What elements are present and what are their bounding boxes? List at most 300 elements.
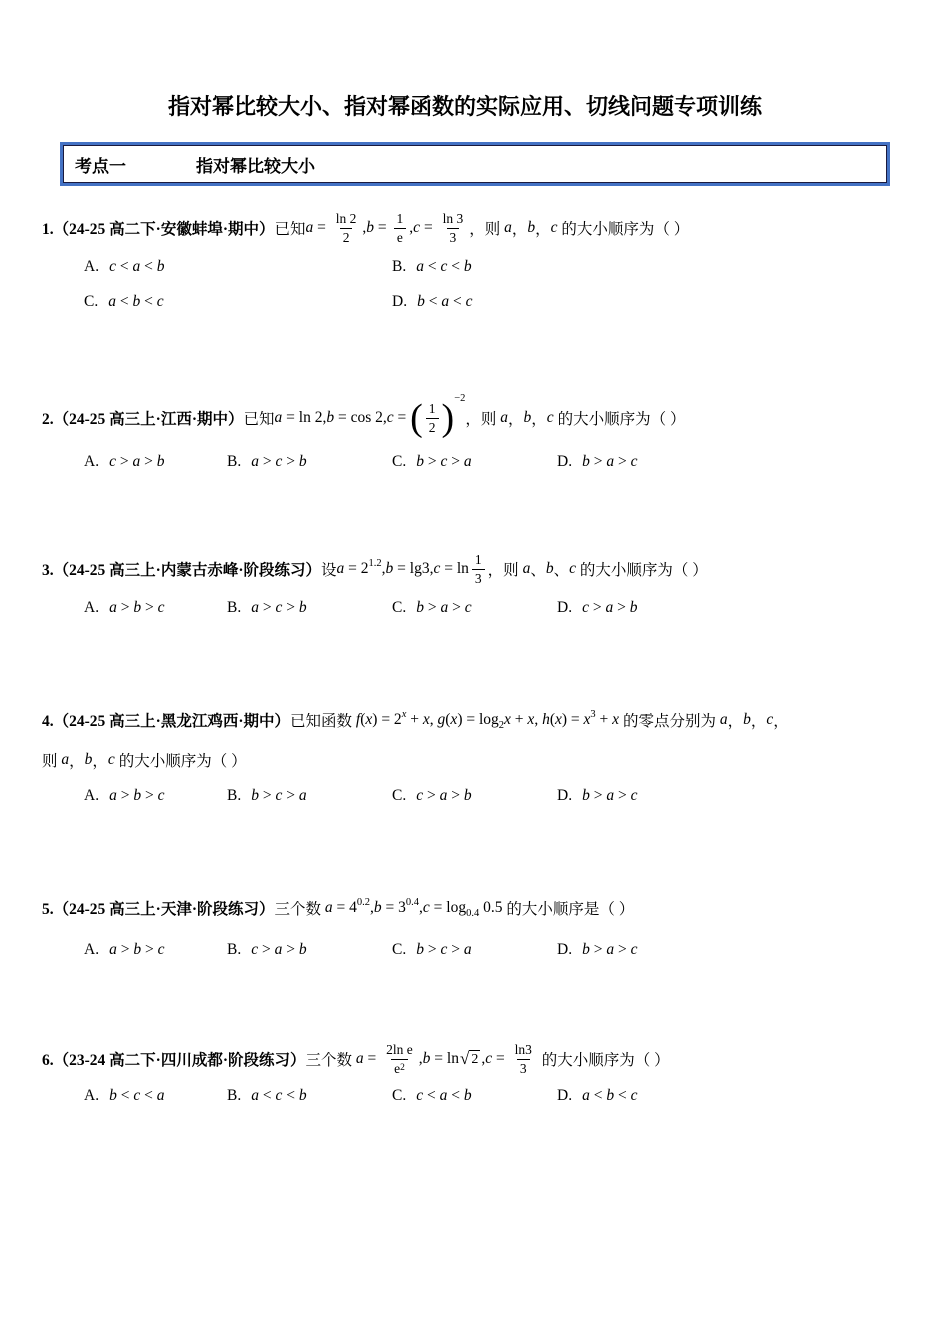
math-var: c	[485, 1050, 493, 1068]
question-stem-line2	[42, 749, 890, 771]
options-row	[84, 256, 890, 278]
math-op: >	[282, 941, 299, 959]
option-label: D.	[557, 599, 573, 617]
math-var: b	[373, 899, 382, 917]
question-stem	[42, 392, 890, 440]
math-var: x	[450, 711, 458, 729]
fraction	[394, 210, 407, 246]
math-op: <	[116, 1087, 134, 1105]
math-var: b	[582, 453, 590, 471]
text-run: (	[549, 711, 555, 729]
math-op: <	[115, 258, 133, 276]
math-var: a	[132, 258, 141, 276]
text-run: 2	[400, 1062, 405, 1073]
math-var: b	[133, 599, 142, 617]
text-run: ，	[531, 411, 547, 429]
math-var: b	[582, 787, 590, 805]
math-var: a	[305, 219, 314, 237]
option-math	[416, 597, 471, 619]
math-op: >	[447, 787, 464, 805]
option-math	[582, 1085, 637, 1107]
math-op: >	[447, 941, 464, 959]
math-var: b	[606, 1087, 615, 1105]
math-op: >	[613, 599, 630, 617]
text-run: = ln	[440, 560, 469, 578]
page-title: 指对幂比较大小、指对幂函数的实际应用、切线问题专项训练	[167, 94, 762, 119]
option-B	[227, 1085, 392, 1107]
text-run: = cos 2,	[334, 409, 387, 427]
math-op: >	[116, 787, 134, 805]
math-op: >	[423, 787, 440, 805]
math-op: <	[447, 1087, 464, 1105]
text-run: ，则	[487, 562, 523, 580]
option-label: C.	[392, 599, 407, 617]
math-var: x	[612, 711, 620, 729]
math-op: >	[141, 941, 158, 959]
math-op: >	[282, 453, 299, 471]
text-run: 2	[498, 719, 505, 731]
option-math	[582, 451, 637, 473]
math-var: a	[439, 787, 448, 805]
question-stem	[42, 709, 890, 731]
math-var: b	[298, 599, 307, 617]
math-op: >	[588, 599, 606, 617]
math-var: b	[132, 293, 141, 311]
paren-group	[410, 397, 455, 440]
math-var: a	[463, 941, 472, 959]
text-run: ,	[429, 711, 438, 729]
text-run: +	[406, 711, 423, 729]
question-2	[42, 392, 890, 473]
math-var: c	[157, 787, 165, 805]
option-label: C.	[392, 1087, 407, 1105]
text-run: 已知函数	[290, 713, 356, 731]
math-var: b	[298, 453, 307, 471]
option-C	[392, 939, 557, 961]
superscript	[402, 709, 407, 720]
option-label: B.	[227, 599, 242, 617]
math-var: c	[109, 258, 116, 276]
math-var: b	[416, 941, 424, 959]
math-var: c	[440, 941, 448, 959]
math-op: >	[116, 941, 134, 959]
option-B	[227, 785, 392, 807]
math-var: c	[386, 409, 394, 427]
math-var: b	[251, 787, 259, 805]
math-var: c	[275, 787, 283, 805]
math-op: >	[447, 453, 464, 471]
text-run: (	[360, 711, 366, 729]
math-op: >	[258, 453, 276, 471]
text-run: = 2	[344, 560, 369, 578]
option-math	[109, 1085, 164, 1107]
text-run: ，则	[465, 411, 501, 429]
text-run: =	[393, 409, 411, 427]
math-var: a	[251, 1087, 259, 1105]
math-var: a	[274, 409, 283, 427]
options-row	[84, 451, 890, 473]
option-label: A.	[84, 258, 100, 276]
math-var: b	[156, 258, 165, 276]
math-var: b	[629, 599, 638, 617]
subscript	[499, 720, 504, 731]
math-op: <	[140, 1087, 157, 1105]
math-var: b	[523, 409, 532, 427]
text-run: = ln 2,	[282, 409, 327, 427]
text-run: =	[313, 219, 330, 237]
math-var: c	[630, 1087, 638, 1105]
option-math	[416, 451, 471, 473]
option-label: C.	[392, 941, 407, 959]
text-run: +	[595, 711, 613, 729]
option-math	[582, 785, 637, 807]
text-run: (	[445, 711, 451, 729]
text-run: 1.2	[368, 557, 382, 569]
math-var: a	[522, 560, 531, 578]
option-D	[557, 939, 637, 961]
math-op: >	[614, 941, 631, 959]
text-run: ,	[534, 711, 543, 729]
text-run: 三个数	[305, 1052, 356, 1070]
text-run: 1	[396, 211, 404, 226]
option-label: A.	[84, 453, 100, 471]
math-op: >	[589, 453, 607, 471]
math-var: a	[606, 941, 615, 959]
math-var: c	[422, 899, 430, 917]
math-var: a	[719, 711, 728, 729]
math-var: c	[569, 560, 576, 578]
math-op: >	[116, 599, 134, 617]
option-label: C.	[84, 293, 99, 311]
math-var: b	[133, 941, 142, 959]
option-math	[251, 451, 306, 473]
option-label: A.	[84, 787, 100, 805]
option-label: D.	[557, 453, 573, 471]
math-var: c	[157, 599, 165, 617]
text-run: ，	[727, 713, 744, 731]
math-var: b	[545, 560, 554, 578]
math-var: b	[582, 941, 590, 959]
option-C	[392, 785, 557, 807]
text-run: ，	[92, 753, 108, 771]
options-row	[84, 939, 890, 961]
text-run: 2	[428, 419, 436, 435]
math-var: c	[275, 1087, 283, 1105]
option-math	[416, 1085, 471, 1107]
math-var: a	[61, 751, 70, 769]
math-var: c	[465, 293, 473, 311]
text-run: 、	[553, 562, 570, 580]
section-badge: 考点一	[75, 156, 126, 176]
option-label: C.	[392, 787, 407, 805]
option-A	[84, 451, 227, 473]
text-run: ,	[419, 899, 423, 917]
option-C	[392, 597, 557, 619]
option-A	[84, 1085, 227, 1107]
math-var: c	[582, 599, 589, 617]
math-var: c	[550, 219, 558, 237]
superscript	[406, 897, 419, 908]
math-var: c	[416, 787, 424, 805]
math-var: x	[422, 711, 430, 729]
questions	[40, 210, 890, 1107]
math-var: x	[554, 711, 562, 729]
math-op: >	[423, 941, 441, 959]
math-var: c	[440, 453, 448, 471]
option-B	[227, 939, 392, 961]
math-var: c	[433, 560, 441, 578]
option-label: A.	[84, 1087, 100, 1105]
math-op: >	[258, 787, 276, 805]
question-number-source: 6.（23-24 高二下·四川成都·阶段练习）	[42, 1052, 306, 1070]
option-label: B.	[227, 787, 242, 805]
math-var: b	[527, 219, 536, 237]
math-var: c	[107, 751, 115, 769]
text-run: 0.5	[479, 899, 503, 917]
option-math	[417, 291, 472, 313]
math-var: a	[274, 941, 283, 959]
math-op: <	[589, 1087, 607, 1105]
option-C	[392, 1085, 557, 1107]
option-D	[557, 1085, 637, 1107]
text-run: 三个数	[274, 901, 325, 919]
math-var: a	[109, 941, 117, 959]
text-run: 、	[530, 562, 546, 580]
option-math	[416, 785, 471, 807]
option-label: A.	[84, 599, 100, 617]
text-run: e	[396, 229, 403, 245]
math-var: a	[463, 453, 472, 471]
math-var: b	[366, 219, 375, 237]
question-number-source: 1.（24-25 高二下·安徽蚌埠·期中）	[42, 221, 275, 239]
question-6	[42, 1041, 890, 1107]
math-var: a	[416, 258, 424, 276]
math-var: a	[606, 787, 615, 805]
option-label: C.	[392, 453, 407, 471]
math-var: a	[251, 453, 259, 471]
math-var: b	[743, 711, 751, 729]
option-D	[557, 451, 637, 473]
text-run: = 4	[332, 899, 357, 917]
text-run: ，	[69, 753, 85, 771]
math-var: a	[355, 1050, 364, 1068]
math-var: a	[500, 409, 509, 427]
math-var: c	[156, 293, 164, 311]
math-var: b	[133, 787, 142, 805]
math-var: x	[583, 711, 591, 729]
option-B	[227, 597, 392, 619]
option-label: D.	[557, 941, 573, 959]
math-op: >	[282, 599, 299, 617]
math-var: a	[298, 787, 307, 805]
math-var: x	[365, 711, 373, 729]
option-A	[84, 597, 227, 619]
option-math	[251, 785, 306, 807]
text-run: 的零点分别为	[619, 713, 720, 731]
math-op: <	[423, 258, 441, 276]
math-op: >	[141, 787, 158, 805]
math-var: a	[440, 599, 449, 617]
fraction	[333, 210, 360, 246]
section-header-box	[60, 142, 890, 186]
options-row	[84, 1085, 890, 1107]
math-var: a	[504, 219, 512, 237]
text-run: 2	[471, 1051, 479, 1067]
option-B	[392, 256, 472, 278]
text-run: ln 2	[335, 211, 357, 226]
options-row	[84, 291, 890, 313]
option-math	[582, 597, 637, 619]
math-op: <	[449, 293, 466, 311]
option-C	[84, 291, 392, 313]
math-var: c	[630, 941, 638, 959]
fraction	[426, 400, 439, 436]
question-3	[42, 551, 890, 619]
math-op: >	[423, 599, 441, 617]
math-op: <	[258, 1087, 276, 1105]
text-run: 0.2	[356, 896, 371, 908]
option-A	[84, 785, 227, 807]
math-var: b	[463, 1087, 472, 1105]
math-op: >	[141, 599, 158, 617]
radical	[460, 1050, 480, 1069]
math-var: c	[630, 453, 638, 471]
math-op: >	[614, 787, 631, 805]
text-run: =	[492, 1050, 509, 1068]
text-run: 0.4	[466, 907, 480, 919]
math-var: f	[355, 711, 361, 729]
text-run: 的大小顺序为（ ）	[575, 562, 708, 580]
text-run: 3	[449, 229, 457, 245]
math-var: b	[463, 258, 472, 276]
text-run: ，	[508, 411, 524, 429]
math-op: >	[140, 453, 157, 471]
math-var: a	[324, 899, 333, 917]
math-var: b	[84, 751, 93, 769]
math-var: b	[385, 560, 394, 578]
math-op: >	[282, 787, 299, 805]
math-var: b	[416, 453, 424, 471]
fraction	[472, 551, 485, 587]
math-var: g	[437, 711, 446, 729]
math-var: a	[606, 453, 615, 471]
math-var: a	[109, 599, 117, 617]
text-run: ) =	[561, 711, 584, 729]
text-run: 3	[519, 1060, 527, 1076]
option-label: D.	[557, 787, 573, 805]
text-run: +	[510, 711, 528, 729]
math-var: b	[109, 1087, 117, 1105]
option-B	[227, 451, 392, 473]
option-math	[251, 597, 306, 619]
fraction	[512, 1041, 535, 1077]
text-run: ln3	[514, 1042, 532, 1058]
option-math	[109, 785, 164, 807]
text-run: 1	[428, 401, 436, 417]
question-stem	[42, 551, 890, 587]
math-var: c	[416, 1087, 424, 1105]
math-op: >	[258, 599, 276, 617]
text-run: =	[363, 1050, 381, 1068]
text-run: ，则	[469, 221, 505, 239]
question-stem	[42, 1041, 890, 1077]
question-5	[42, 897, 890, 961]
math-var: a	[336, 560, 345, 578]
option-D	[557, 597, 637, 619]
math-var: b	[326, 409, 335, 427]
option-math	[109, 451, 164, 473]
math-op: >	[448, 599, 465, 617]
math-op: >	[589, 941, 607, 959]
option-math	[251, 939, 306, 961]
option-math	[416, 256, 471, 278]
math-var: a	[605, 599, 614, 617]
right-paren: )	[441, 397, 455, 440]
math-op: >	[258, 941, 275, 959]
math-var: c	[275, 453, 283, 471]
math-var: c	[546, 409, 554, 427]
option-label: D.	[557, 1087, 573, 1105]
text-run: 的大小顺序为（ ）	[114, 753, 247, 771]
text-run: ，	[511, 221, 528, 239]
text-run: 2	[342, 229, 350, 245]
superscript	[590, 709, 595, 720]
question-number-source: 4.（24-25 高三上·黑龙江鸡西·期中）	[42, 713, 291, 731]
text-run: 3	[590, 708, 596, 720]
text-run: 设	[321, 562, 337, 580]
superscript	[454, 393, 465, 404]
question-stem	[42, 210, 890, 246]
text-run: 3	[474, 570, 482, 586]
math-var: b	[298, 941, 307, 959]
text-run: 2ln e	[386, 1042, 413, 1058]
math-var: a	[439, 1087, 448, 1105]
math-op: <	[140, 293, 157, 311]
option-label: A.	[84, 941, 100, 959]
math-var: b	[416, 599, 424, 617]
text-run: 已知	[274, 221, 306, 239]
option-label: D.	[392, 293, 408, 311]
question-4	[42, 709, 890, 807]
option-math	[109, 256, 164, 278]
option-label: B.	[227, 941, 242, 959]
math-op: >	[423, 453, 441, 471]
option-label: B.	[227, 453, 242, 471]
text-run: ，	[750, 713, 767, 731]
math-var: b	[298, 1087, 307, 1105]
option-math	[109, 597, 164, 619]
math-var: b	[417, 293, 425, 311]
math-op: >	[589, 787, 607, 805]
option-math	[109, 939, 164, 961]
option-label: B.	[227, 1087, 242, 1105]
option-A	[84, 256, 392, 278]
option-C	[392, 451, 557, 473]
math-var: a	[109, 787, 117, 805]
math-op: >	[115, 453, 133, 471]
option-math	[108, 291, 163, 313]
text-run: ,	[481, 1050, 486, 1068]
option-A	[84, 939, 227, 961]
math-op: <	[282, 1087, 299, 1105]
text-run: =	[374, 219, 391, 237]
text-run: ，	[773, 713, 789, 731]
text-run: ,	[409, 219, 414, 237]
math-var: h	[542, 711, 550, 729]
math-var: b	[156, 453, 165, 471]
text-run: =	[420, 219, 437, 237]
math-var: a	[441, 293, 450, 311]
